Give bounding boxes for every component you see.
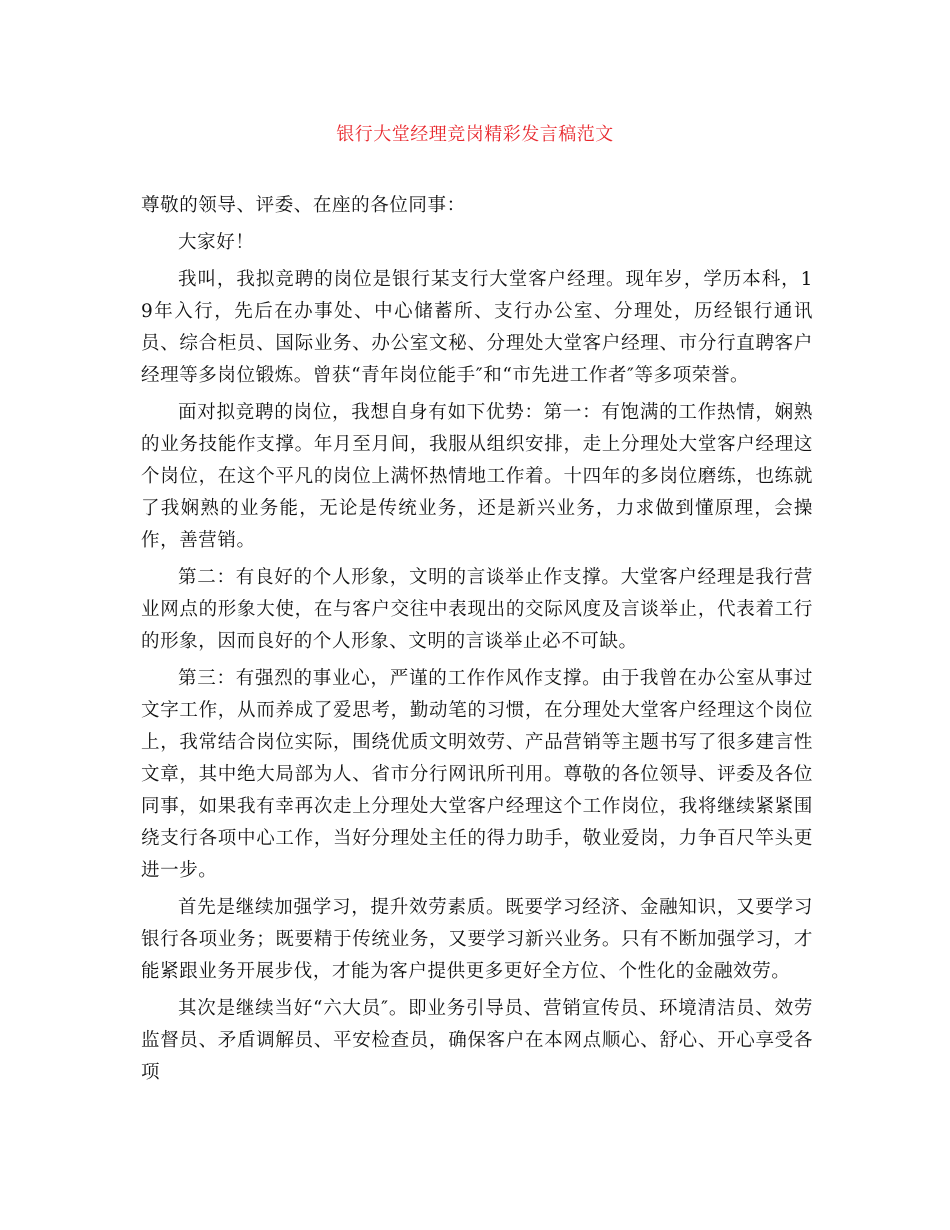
salutation: 尊敬的领导、评委、在座的各位同事： bbox=[141, 195, 466, 216]
document-title: 银行大堂经理竞岗精彩发言稿范文 bbox=[336, 124, 614, 145]
paragraph-advantage-two: 第二：有良好的个人形象，文明的言谈举止作支撑。大堂客户经理是我行营业网点的形象大使，在与客户交往中表现出的交际风度及言谈举止，代表着工行的形象，因而良好的个人形象、文明的言谈举止必不可缺。 bbox=[141, 567, 813, 652]
document-body bbox=[141, 190, 813, 1094]
paragraph-plan-study: 首先是继续加强学习，提升效劳素质。既要学习经济、金融知识，又要学习银行各项业务；既要精于传统业务，又要学习新兴业务。只有不断加强学习，才能紧跟业务开展步伐，才能为客户提供更多更好全方位、个性化的金融效劳。 bbox=[141, 897, 813, 982]
paragraph-introduction: 我叫，我拟竞聘的岗位是银行某支行大堂客户经理。现年岁，学历本科，19年入行，先后在办事处、中心储蓄所、支行办公室、分理处，历经银行通讯员、综合柜员、国际业务、办公室文秘、分理处大堂客户经理、市分行直聘客户经理等多岗位锻炼。曾获“青年岗位能手″和“市先进工作者″等多项荣誉。 bbox=[141, 269, 813, 386]
paragraph-advantage-three: 第三：有强烈的事业心，严谨的工作作风作支撑。由于我曾在办公室从事过文字工作，从而养成了爱思考，勤动笔的习惯，在分理处大堂客户经理这个岗位上，我常结合岗位实际，围绕优质文明效劳、产品营销等主题书写了很多建言性文章，其中绝大局部为人、省市分行网讯所刊用。尊敬的各位领导、评委及各位同事，如果我有幸再次走上分理处大堂客户经理这个工作岗位，我将继续紧紧围绕支行各项中心工作，当好分理处主任的得力助手，敬业爱岗，力争百尺竿头更进一步。 bbox=[141, 668, 813, 881]
paragraph-plan-six-roles: 其次是继续当好“六大员″。即业务引导员、营销宣传员、环境清洁员、效劳监督员、矛盾调解员、平安检查员，确保客户在本网点顺心、舒心、开心享受各项 bbox=[141, 998, 813, 1083]
paragraph-advantage-one: 面对拟竞聘的岗位，我想自身有如下优势：第一：有饱满的工作热情，娴熟的业务技能作支撑。年月至月间，我服从组织安排，走上分理处大堂客户经理这个岗位，在这个平凡的岗位上满怀热情地工作着。十四年的多岗位磨练，也练就了我娴熟的业务能，无论是传统业务，还是新兴业务，力求做到懂原理，会操作，善营销。 bbox=[141, 402, 813, 551]
paragraph-greeting: 大家好！ bbox=[178, 232, 255, 253]
